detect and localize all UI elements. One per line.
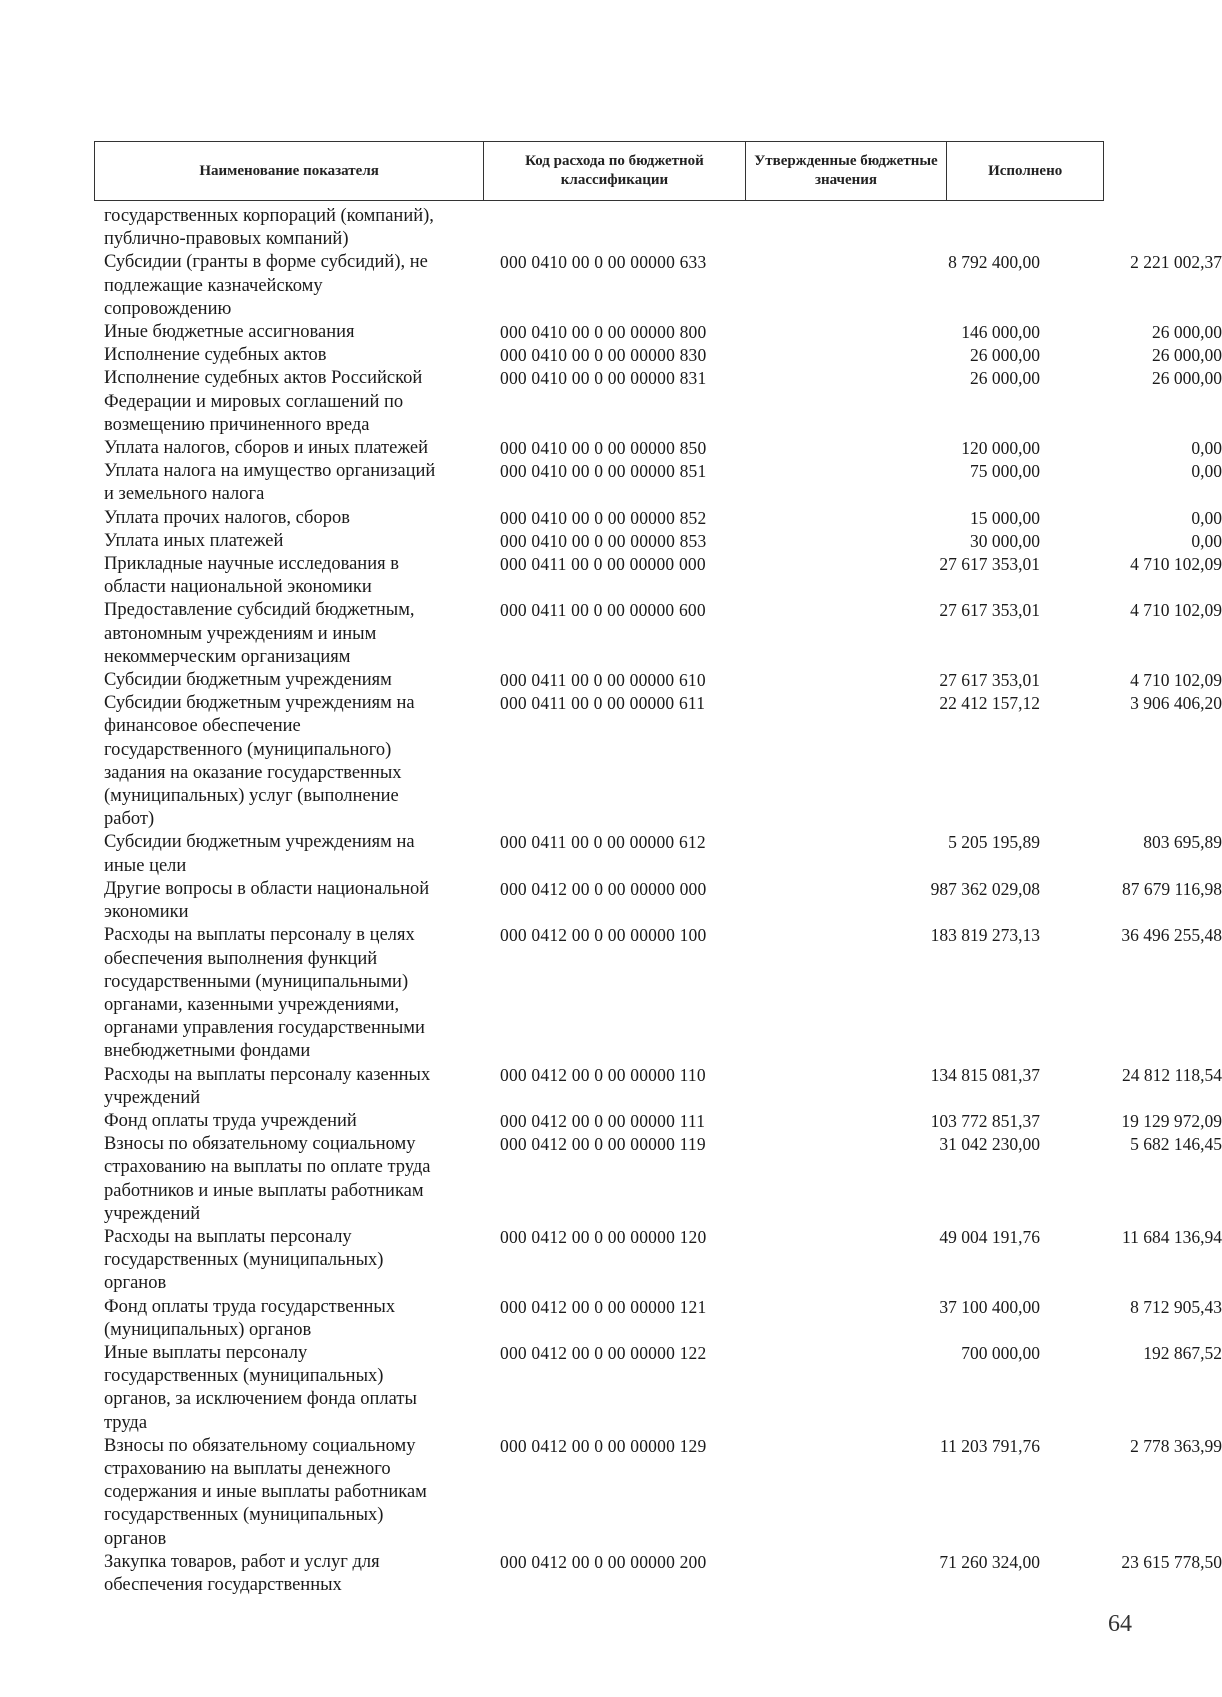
approved-value: 31 042 230,00 [939,1134,1040,1155]
indicator-name: Расходы на выплаты персоналу государственных (муниципальных) органов [104,1226,384,1294]
table-row [104,1133,1222,1226]
table-row [104,669,1222,692]
expense-code: 000 0412 00 0 00 00000 111 [500,1110,706,1131]
executed-value: 0,00 [1191,530,1222,551]
approved-value: 5 205 195,89 [948,832,1040,853]
indicator-name: Предоставление субсидий бюджетным, автономным учреждениям и иным некоммерческим организациям [104,600,415,667]
table-row [104,878,1222,924]
expense-code: 000 0412 00 0 00 00000 122 [500,1342,707,1363]
executed-value: 4 710 102,09 [1130,554,1222,575]
expense-code: 000 0411 00 0 00 00000 611 [500,693,706,714]
approved-value: 27 617 353,01 [939,554,1040,575]
expense-code: 000 0410 00 0 00 00000 831 [500,368,707,389]
executed-value: 87 679 116,98 [1122,878,1222,899]
approved-value: 8 792 400,00 [948,252,1040,273]
table-row [104,507,1222,530]
executed-value: 2 778 363,99 [1130,1435,1222,1456]
indicator-name: Субсидии (гранты в форме субсидий), не подлежащие казначейскому сопровождению [104,252,428,319]
approved-value: 11 203 791,76 [940,1435,1040,1456]
executed-value: 26 000,00 [1152,322,1222,343]
table-row [104,692,1222,831]
header-approved-values: Утвержденные бюджетные значения [746,142,948,200]
approved-value: 71 260 324,00 [939,1551,1040,1572]
approved-value: 134 815 081,37 [930,1064,1040,1085]
expense-code: 000 0412 00 0 00 00000 121 [500,1296,707,1317]
executed-value: 0,00 [1191,438,1222,459]
expense-code: 000 0411 00 0 00 00000 600 [500,600,706,621]
expense-code: 000 0411 00 0 00 00000 612 [500,832,706,853]
expense-code: 000 0410 00 0 00 00000 851 [500,461,707,482]
executed-value: 19 129 972,09 [1121,1110,1222,1131]
executed-value: 3 906 406,20 [1130,693,1222,714]
table-row [104,831,1222,877]
table-header [94,141,1104,201]
executed-value: 803 695,89 [1143,832,1222,853]
executed-value: 0,00 [1191,461,1222,482]
approved-value: 146 000,00 [961,322,1040,343]
table-row [104,251,1222,321]
indicator-name: Субсидии бюджетным учреждениям на финансовое обеспечение государственного (муниципального) задания на оказание государственных (муниципальных) услуг (выполнение работ) [104,693,415,830]
table-row [104,321,1222,344]
executed-value: 8 712 905,43 [1130,1296,1222,1317]
indicator-name: Расходы на выплаты персоналу казенных учреждений [104,1064,431,1108]
indicator-name: Исполнение судебных актов Российской Федерации и мировых соглашений по возмещению причиненного вреда [104,368,423,435]
indicator-name: Взносы по обязательному социальному страхованию на выплаты по оплате труда работников и иные выплаты работникам учреждений [104,1134,431,1224]
approved-value: 120 000,00 [961,438,1040,459]
table-row [104,344,1222,367]
expense-code: 000 0410 00 0 00 00000 852 [500,507,707,528]
expense-code: 000 0410 00 0 00 00000 830 [500,345,707,366]
table-row [104,1435,1222,1551]
indicator-name: Закупка товаров, работ и услуг для обеспечения государственных [104,1551,380,1595]
approved-value: 987 362 029,08 [930,878,1040,899]
approved-value: 27 617 353,01 [939,670,1040,691]
approved-value: 49 004 191,76 [939,1226,1040,1247]
executed-value: 36 496 255,48 [1121,925,1222,946]
indicator-name: Уплата прочих налогов, сборов [104,507,350,528]
expense-code: 000 0412 00 0 00 00000 000 [500,878,707,899]
table-row [104,924,1222,1063]
table-body [104,205,1222,1597]
approved-value: 183 819 273,13 [930,925,1040,946]
executed-value: 23 615 778,50 [1121,1551,1222,1572]
table-row [104,553,1222,599]
approved-value: 37 100 400,00 [939,1296,1040,1317]
indicator-name: Субсидии бюджетным учреждениям на иные цели [104,832,415,876]
executed-value: 2 221 002,37 [1130,252,1222,273]
header-executed: Исполнено [988,162,1063,179]
table-row [104,1551,1222,1597]
indicator-name: Иные бюджетные ассигнования [104,322,355,343]
header-expense-code: Код расхода по бюджетной классификации [484,142,745,200]
expense-code: 000 0412 00 0 00 00000 200 [500,1551,707,1572]
executed-value: 11 684 136,94 [1122,1226,1222,1247]
table-row [104,1110,1222,1133]
executed-value: 4 710 102,09 [1130,670,1222,691]
expense-code: 000 0410 00 0 00 00000 850 [500,438,707,459]
table-row [104,1064,1222,1110]
table-row [104,1342,1222,1435]
indicator-name: Расходы на выплаты персоналу в целях обеспечения выполнения функций государственными (муниципальными) органами, казенными учреждениями, органами управления государственными внебюджетными фондами [104,925,425,1062]
approved-value: 26 000,00 [970,368,1040,389]
approved-value: 15 000,00 [970,507,1040,528]
table-row [104,1226,1222,1296]
indicator-name: Субсидии бюджетным учреждениям [104,670,392,691]
executed-value: 24 812 118,54 [1122,1064,1222,1085]
page-number: 64 [1108,1611,1132,1637]
indicator-name: Фонд оплаты труда учреждений [104,1110,357,1131]
approved-value: 27 617 353,01 [939,600,1040,621]
expense-code: 000 0410 00 0 00 00000 633 [500,252,707,273]
executed-value: 26 000,00 [1152,368,1222,389]
indicator-name: Уплата налога на имущество организаций и земельного налога [104,461,436,505]
indicator-name: Уплата налогов, сборов и иных платежей [104,438,429,459]
table-row [104,599,1222,669]
indicator-name: Исполнение судебных актов [104,345,327,366]
executed-value: 0,00 [1191,507,1222,528]
approved-value: 22 412 157,12 [939,693,1040,714]
executed-value: 192 867,52 [1143,1342,1222,1363]
expense-code: 000 0412 00 0 00 00000 119 [500,1134,706,1155]
executed-value: 26 000,00 [1152,345,1222,366]
approved-value: 26 000,00 [970,345,1040,366]
indicator-name: Уплата иных платежей [104,530,284,551]
indicator-name: Прикладные научные исследования в области национальной экономики [104,554,399,598]
executed-value: 4 710 102,09 [1130,600,1222,621]
expense-code: 000 0410 00 0 00 00000 853 [500,530,707,551]
indicator-name: Взносы по обязательному социальному страхованию на выплаты денежного содержания и иные выплаты работникам государственных (муниципальных) органов [104,1435,427,1549]
indicator-name: Иные выплаты персоналу государственных (муниципальных) органов, за исключением фонда оплаты труда [104,1342,417,1433]
approved-value: 700 000,00 [961,1342,1040,1363]
table-row [104,205,1154,251]
expense-code: 000 0410 00 0 00 00000 800 [500,322,707,343]
table-row [104,367,1222,437]
indicator-name: Фонд оплаты труда государственных (муниципальных) органов [104,1296,396,1340]
table-row [104,437,1222,460]
header-indicator-name: Наименование показателя [95,142,484,200]
approved-value: 75 000,00 [970,461,1040,482]
table-row [104,530,1222,553]
expense-code: 000 0412 00 0 00 00000 110 [500,1064,706,1085]
expense-code: 000 0412 00 0 00 00000 129 [500,1435,707,1456]
table-row [104,1296,1222,1342]
expense-code: 000 0411 00 0 00 00000 610 [500,670,706,691]
expense-code: 000 0412 00 0 00 00000 100 [500,925,707,946]
table-row [104,460,1222,506]
expense-code: 000 0412 00 0 00 00000 120 [500,1226,707,1247]
approved-value: 30 000,00 [970,530,1040,551]
expense-code: 000 0411 00 0 00 00000 000 [500,554,706,575]
approved-value: 103 772 851,37 [930,1110,1040,1131]
executed-value: 5 682 146,45 [1130,1134,1222,1155]
indicator-name: государственных корпораций (компаний), публично-правовых компаний) [104,206,434,250]
indicator-name: Другие вопросы в области национальной экономики [104,878,430,923]
